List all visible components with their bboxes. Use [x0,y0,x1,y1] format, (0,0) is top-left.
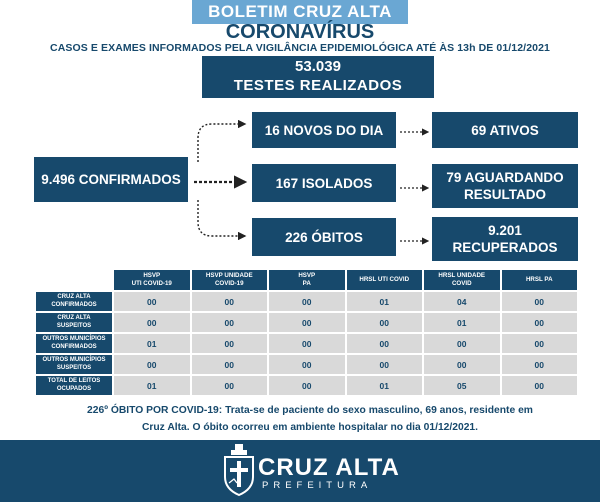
row-header [36,376,112,395]
table-row [36,355,577,374]
deaths-box [252,218,396,256]
confirmed-box [34,157,188,202]
table-cell: 00 [192,292,268,311]
isolated-label: 167 ISOLADOS [275,175,373,191]
row-header-line: OUTROS MUNICÍPIOS [42,357,106,363]
recovered-label: RECUPERADOS [452,240,558,255]
table-cell: 04 [424,292,500,311]
table-cell: 00 [192,313,268,332]
footer-brand: CRUZ ALTA [258,454,400,481]
column-header-line: PA [302,280,311,287]
row-header-line: SUSPEITOS [56,364,92,371]
table-row [36,292,577,311]
death-note-line1: 226º ÓBITO POR COVID-19: Trata-se de paciente do sexo masculino, 69 anos, residente em [87,405,533,416]
column-header-line: HRSL UNIDADE [438,272,486,279]
table-cell: 00 [502,313,578,332]
arrow-to-deaths [198,200,245,236]
table-cell: 00 [502,292,578,311]
table-cell: 01 [114,334,190,353]
table-row [36,313,577,332]
table-cell: 00 [347,334,423,353]
tests-box [202,56,434,98]
arrow-to-new-today [198,124,245,162]
column-header-line: HSVP [298,272,316,279]
new-today-box [252,112,396,148]
table-cell: 01 [347,376,423,395]
waiting-label-line1: 79 AGUARDANDO [446,170,564,185]
table-cell: 00 [114,313,190,332]
row-header [36,292,112,311]
column-header [502,270,578,290]
table-cell: 05 [424,376,500,395]
recovered-box [432,217,578,261]
row-header-line: CONFIRMADOS [51,301,97,308]
table-cell: 00 [192,355,268,374]
death-note [40,402,580,436]
row-header-line: TOTAL DE LEITOS [47,378,101,384]
table-corner [36,270,112,290]
boletim-title: BOLETIM CRUZ ALTA [192,0,408,24]
deaths-label: 226 ÓBITOS [285,229,363,245]
row-header-line: OUTROS MUNICÍPIOS [42,336,106,342]
active-box [432,112,578,148]
table-cell: 00 [269,355,345,374]
table-cell: 01 [424,313,500,332]
row-header-line: OCUPADOS [56,385,92,392]
row-header-line: CRUZ ALTA [57,294,91,300]
row-header-line: CRUZ ALTA [57,315,91,321]
active-label: 69 ATIVOS [471,122,539,138]
isolated-box [252,164,396,202]
table-cell: 00 [502,355,578,374]
column-header [347,270,423,290]
tests-label: TESTES REALIZADOS [233,77,403,94]
city-crest-icon [222,443,256,497]
death-note-line2: Cruz Alta. O óbito ocorreu em ambiente hospitalar no dia 01/12/2021. [141,422,479,433]
table-cell: 00 [114,355,190,374]
column-header-line: HSVP [143,272,161,279]
column-header-line: HSVP UNIDADE [205,272,253,279]
column-header-line: COVID [451,280,472,287]
column-header [424,270,500,290]
table-cell: 01 [114,376,190,395]
table-cell: 00 [502,376,578,395]
waiting-label-line2: RESULTADO [464,187,546,202]
report-subtitle: CASOS E EXAMES INFORMADOS PELA VIGILÂNCIA EPIDEMIOLÓGICA ATÉ ÀS 13h DE 01/12/2021 [50,42,550,54]
table-cell: 00 [192,376,268,395]
table-header-row [36,270,577,290]
row-header-line: SUSPEITOS [56,322,92,329]
column-header-line: UTI COVID-19 [131,280,172,287]
table-body [36,292,577,395]
row-header [36,355,112,374]
column-header [192,270,268,290]
tests-number: 53.039 [295,58,341,75]
table-row [36,334,577,353]
confirmed-label: 9.496 CONFIRMADOS [41,172,181,187]
column-header-line: HRSL UTI COVID [359,276,410,283]
table-row [36,376,577,395]
table-cell: 00 [347,313,423,332]
table-cell: 00 [502,334,578,353]
coronavirus-heading: CORONAVÍRUS [225,21,375,43]
table-cell: 00 [269,292,345,311]
table-cell: 00 [424,355,500,374]
recovered-number: 9.201 [488,223,522,238]
table-cell: 00 [269,334,345,353]
table-cell: 00 [114,292,190,311]
table-cell: 00 [347,355,423,374]
column-header-line: COVID-19 [214,280,244,287]
row-header-line: CONFIRMADOS [51,343,97,350]
table-cell: 00 [192,334,268,353]
table-cell: 00 [424,334,500,353]
footer-subtitle: PREFEITURA [262,480,373,491]
row-header [36,334,112,353]
row-header [36,313,112,332]
table-cell: 00 [269,313,345,332]
column-header-line: HRSL PA [525,276,553,283]
table-cell: 01 [347,292,423,311]
new-today-label: 16 NOVOS DO DIA [264,122,384,138]
column-header [269,270,345,290]
waiting-box [432,164,578,208]
table-cell: 00 [269,376,345,395]
column-header [114,270,190,290]
hospital-beds-table [34,268,579,397]
